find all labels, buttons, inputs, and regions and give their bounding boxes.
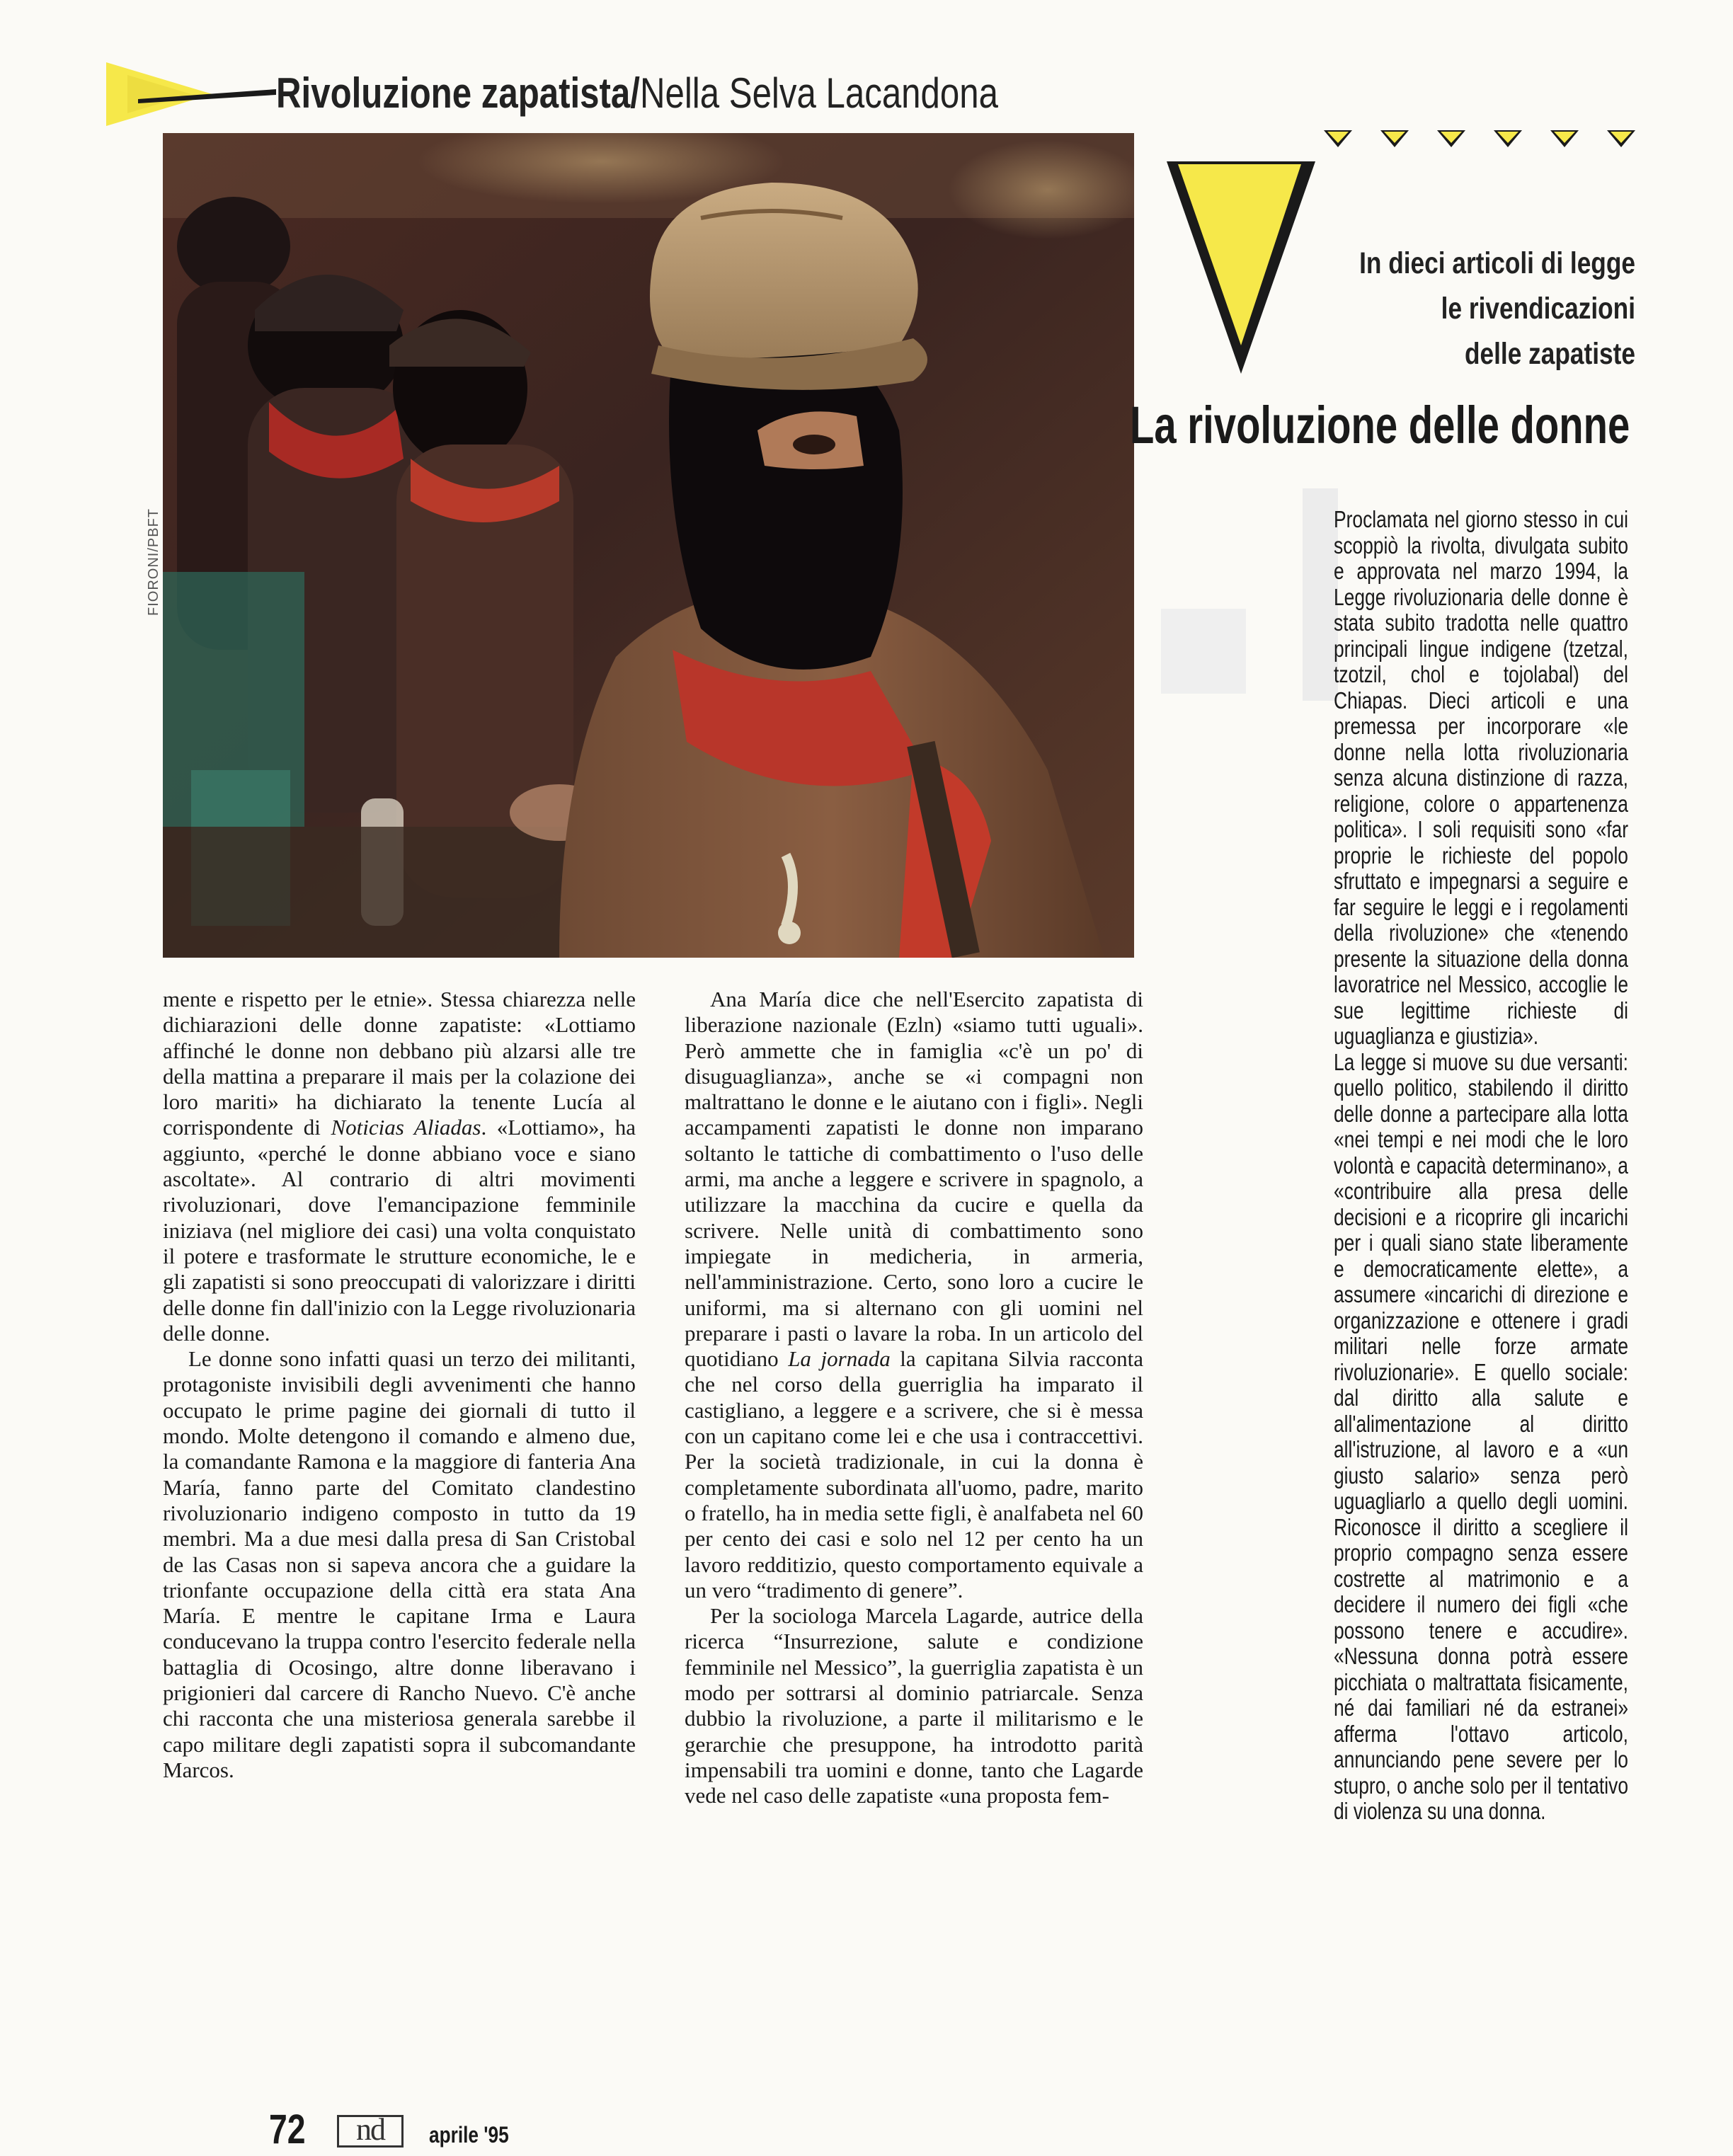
section-title [276, 65, 998, 122]
photo-zapatista-women [163, 133, 1134, 958]
v-triangle-icon [1167, 161, 1315, 374]
article-paragraph [163, 987, 636, 1346]
deck-line: delle zapatiste [1464, 337, 1635, 371]
deck-line: le rivendicazioni [1441, 292, 1635, 326]
publication-name: La jornada [788, 1346, 891, 1372]
deck [1351, 241, 1635, 377]
sidebar-paragraph: La legge si muove su due versanti: quello politico, stabilendo il diritto delle donne a partecipare alla lotta «nei tempi e nei modi che le loro volontà e capacità determinano», a «contribuire alla presa delle decisioni e a ricoprire gli incarichi per i quali siano state liberamente e democraticamente elette», a assumere «incarichi di direzione e organizzazione e ottenere i gradi militari nelle forze armate rivoluzionarie». E quello sociale: dal diritto alla salute e all'alimentazione al diritto all'istruzione, al lavoro e a «un giusto salario» senza però uguagliarlo a quello degli uomini. Riconosce il diritto a scegliere il proprio compagno senza essere costrette al matrimonio e a decidere il numero dei figli «che possono tenere e accudire». «Nessuna donna potrà essere picchiata o maltrattata fisicamente, né dai familiari né da estranei» afferma l'ottavo articolo, annunciando pene severe per lo stupro, o anche solo per il tentativo di violenza su una donna. [1334, 1048, 1628, 1824]
headline: La rivoluzione delle donne [1129, 396, 1630, 454]
page-number: 72 [269, 2106, 306, 2152]
article-column-2 [685, 987, 1143, 1809]
article-column-1 [163, 987, 636, 1783]
sidebar-paragraph: Proclamata nel giorno stesso in cui scoppiò la rivolta, divulgata subito e approvata nel marzo 1994, la Legge rivoluzionaria delle donne è stata subito tradotta nelle quattro principali lingue indigene (tzetzal, tzotzil, chol e tojolabal) del Chiapas. Dieci articoli e una premessa per incorporare «le donne nella lotta rivoluzionaria senza alcuna distinzione di razza, religione, colore o appartenenza politica». I soli requisiti sono «far proprie le richieste del popolo sfruttato e impegnarsi a seguire e far seguire le leggi e i regolamenti della rivoluzione» che «tenendo presente la situazione della donna lavoratrice nel Messico, accoglie le sue legittime richieste di uguaglianza e giustizia». [1334, 506, 1628, 1049]
article-paragraph [685, 987, 1143, 1603]
section-title-bold: Rivoluzione zapatista/ [276, 69, 640, 117]
publication-name: Noticias Aliadas [331, 1115, 481, 1140]
section-title-regular: Nella Selva Lacandona [639, 69, 998, 117]
photo-credit: FIORONI/PBFT [146, 508, 161, 616]
text-run: la capitana Silvia racconta che nel corso della guerriglia ha imparato il castigliano, a leggere e a scrivere, che si è messa con un capitano come lei e che usa i contraccettivi. Per la società tradizionale, in cui la donna è completamente subordinata all'uomo, padre, marito o fratello, ha in media sette figli, è analfabeta nel 60 per cento dei casi e solo nel 12 per cento ha un lavoro redditizio, questo comportamento equivale a un vero “tradimento di genere”. [685, 1346, 1143, 1602]
chevron-row-icon [1324, 130, 1635, 149]
article-paragraph: Le donne sono infatti quasi un terzo dei militanti, protagoniste invisibili degli avvenimenti che hanno occupato le prime pagine dei giornali di tutto il mondo. Molte detengono il comando e almeno due, la comandante Ramona e la maggiore di fanteria Ana María, fanno parte del Comitato clandestino rivoluzionario indigeno composto in tutto da 19 membri. Ma a due mesi dalla presa di San Cristobal de las Casas non si sapeva ancora che a guidare la trionfante occupazione della città era stata Ana María. E mentre le capitane Irma e Laura conducevano la truppa contro l'esercito federale nella battaglia di Ocosingo, altre donne liberavano i prigionieri dal carcere di Rancho Nuevo. C'è anche chi racconta che una misteriosa generala sarebbe il capo militare degli zapatisti sopra il subcomandante Marcos. [163, 1346, 636, 1782]
arrow-icon [106, 62, 276, 126]
text-run: mente e rispetto per le etnie». Stessa chiarezza nelle dichiarazioni delle donne zapatiste: «Lottiamo affinché le donne non debbano più alzarsi alle tre della mattina a preparare il mais per la colazione dei loro mariti» ha dichiarato la tenente Lucía al corrispondente di [163, 987, 636, 1140]
deck-line: In dieci articoli di legge [1359, 246, 1635, 280]
issue-date: aprile '95 [429, 2122, 509, 2148]
sidebar-text [1334, 507, 1628, 1993]
magazine-logo: nd [337, 2115, 404, 2148]
text-run: . «Lottiamo», ha aggiunto, «perché le donne abbiano voce e siano ascoltate». Al contrario di altri movimenti rivoluzionari, dove l'emancipazione femminile iniziava (nel migliore dei casi) una volta conquistato il potere e trasformate le strutture economiche, le e gli zapatisti si sono preoccupati di valorizzare i diritti delle donne fin dall'inizio con la Legge rivoluzionaria delle donne. [163, 1115, 636, 1346]
text-run: Ana María dice che nell'Esercito zapatista di liberazione nazionale (Ezln) «siamo tutti uguali». Però ammette che in famiglia «c'è un po' di disuguaglianza», anche se «i compagni non maltrattano le donne e le aiutano con i figli». Negli accampamenti zapatisti le donne non imparano soltanto le tattiche di combattimento o l'uso delle armi, ma anche a leggere e scrivere in spagnolo, a utilizzare la macchina da cucire e quella da scrivere. Nelle unità di combattimento sono impiegate in medicheria, in armeria, nell'amministrazione. Certo, sono loro a cucire le uniformi, ma si alternano con gli uomini nel preparare i pasti o lavare la roba. In un articolo del quotidiano [685, 987, 1143, 1372]
article-paragraph: Per la sociologa Marcela Lagarde, autrice della ricerca “Insurrezione, salute e condizione femminile nel Messico”, la guerriglia zapatista è un modo per sottrarsi al dominio patriarcale. Senza dubbio la rivoluzione, a parte il militarismo e le gerarchie che presuppone, ha introdotto parità impensabili tra uomini e donne, tanto che Lagarde vede nel caso delle zapatiste «una proposta fem- [685, 1603, 1143, 1808]
